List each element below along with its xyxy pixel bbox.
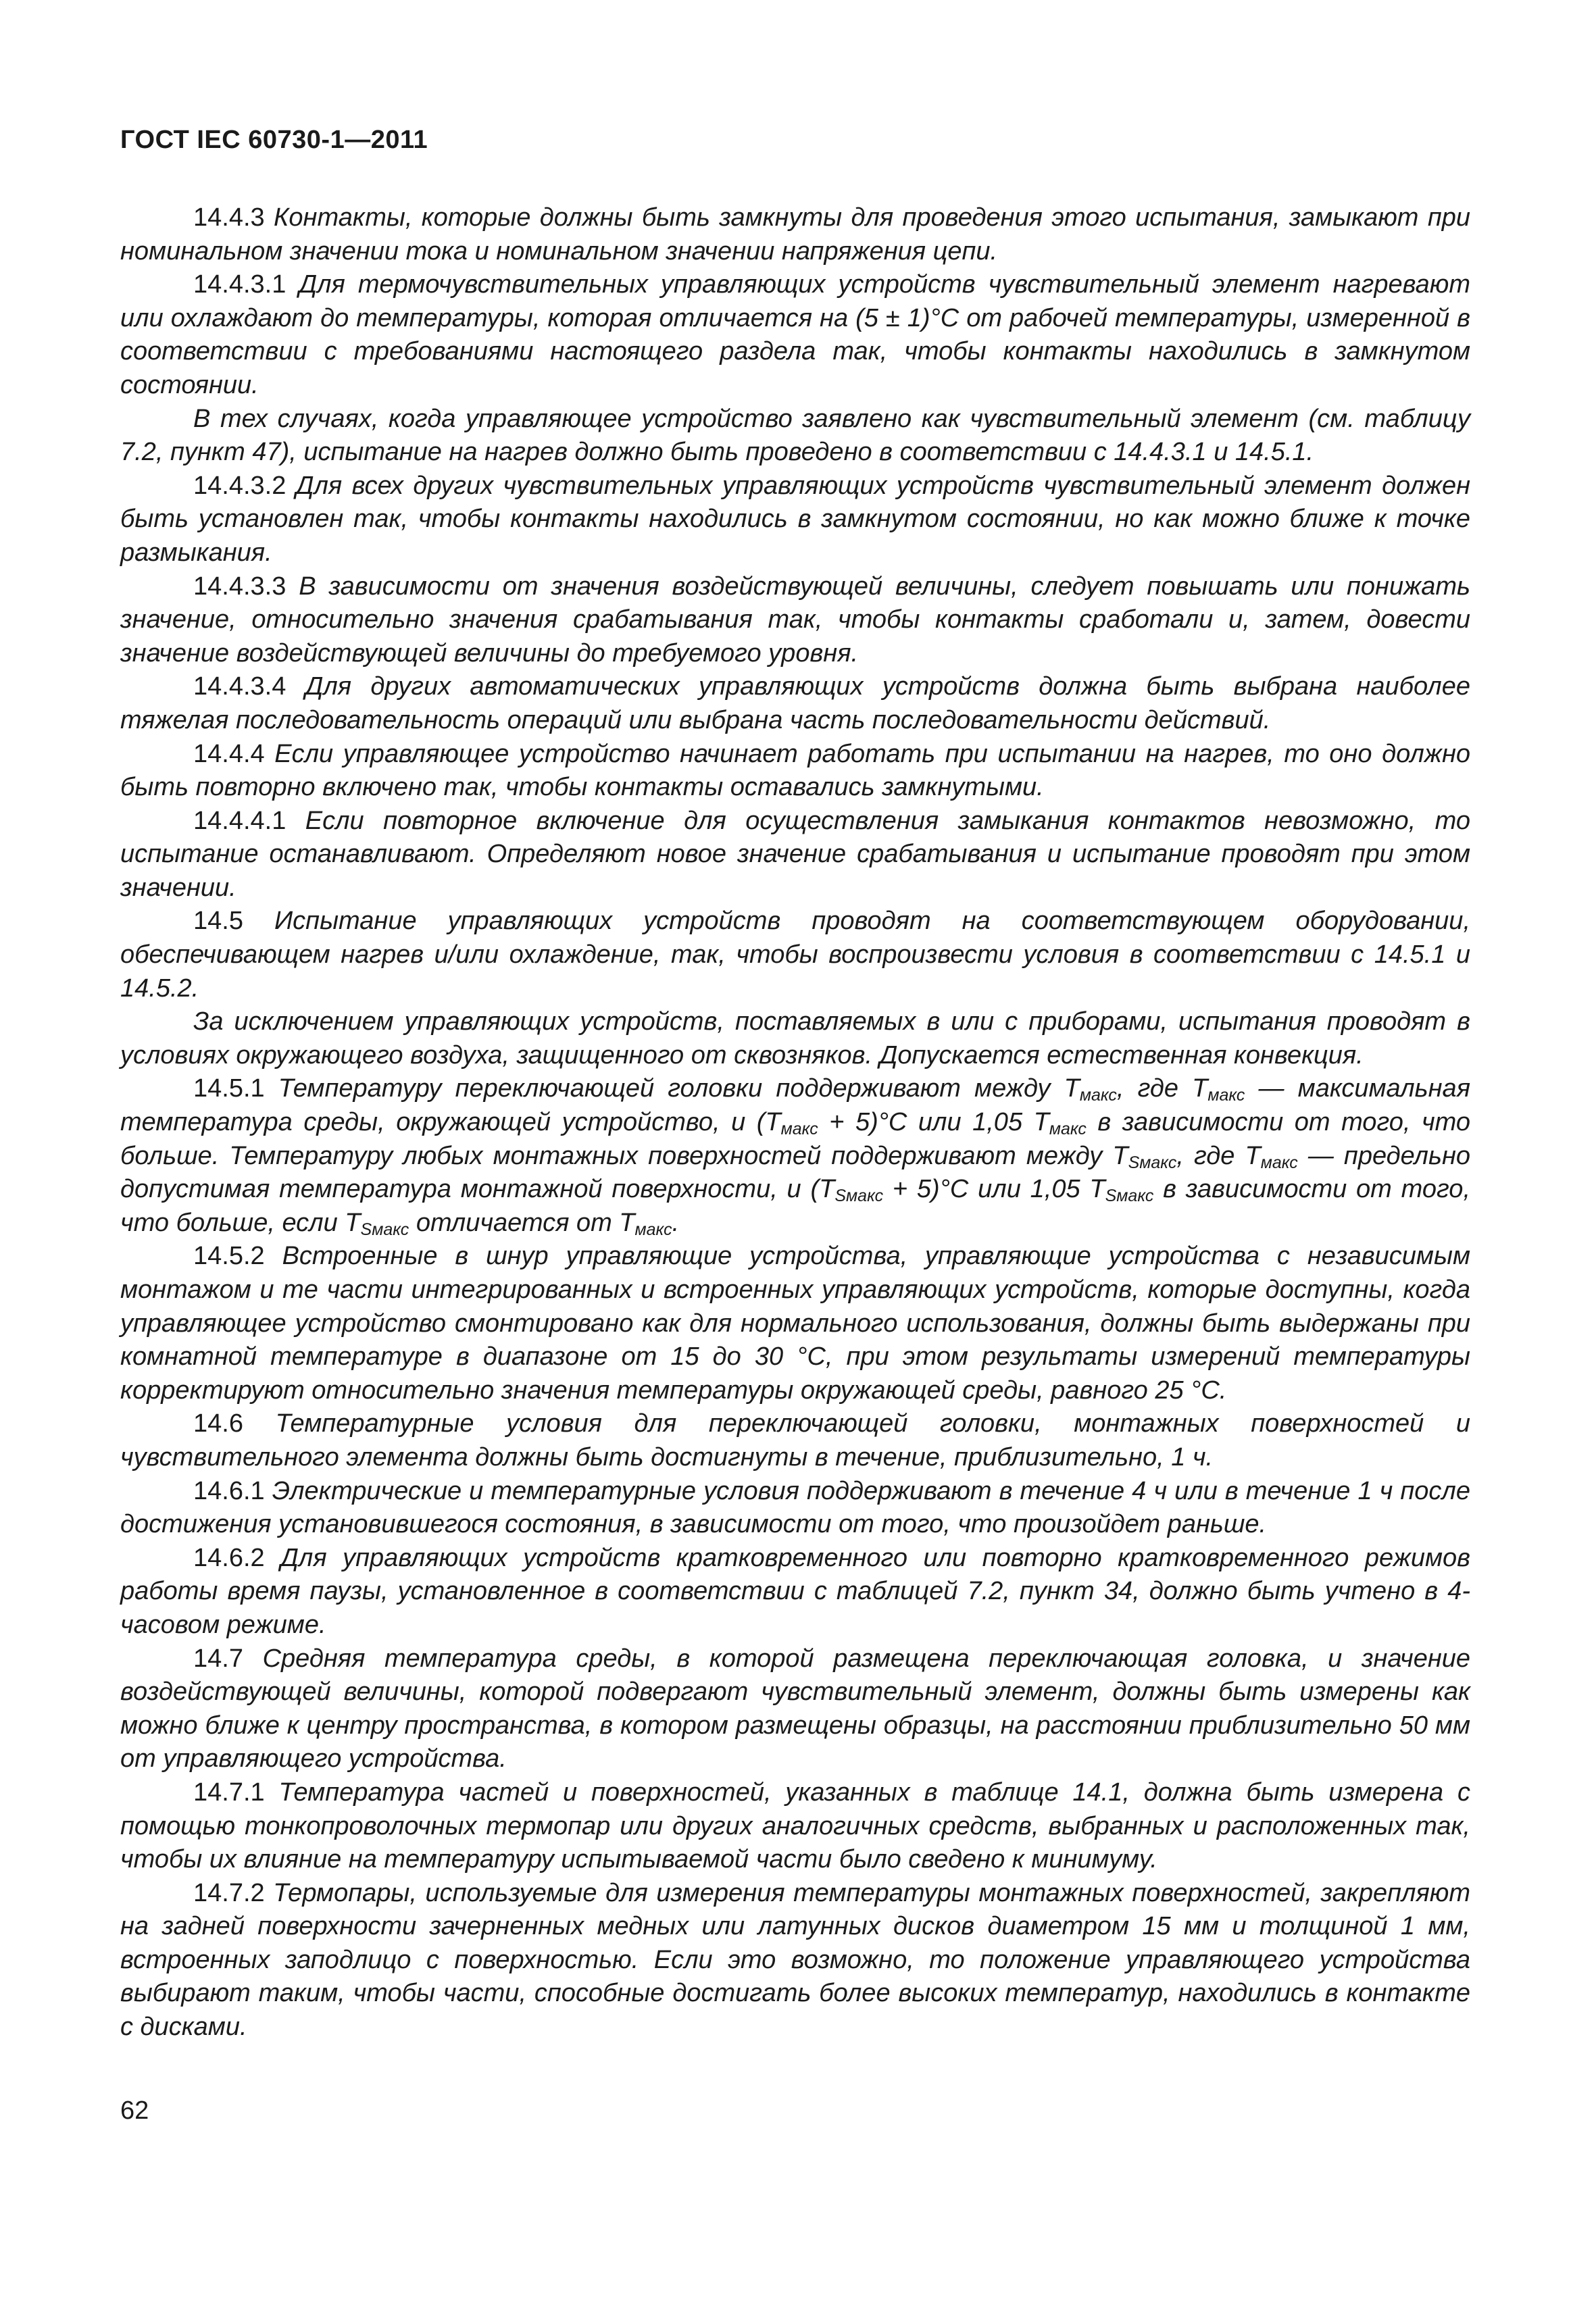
text-run: — максимальная температура среды, окружающей устройство, и (T: [120, 1074, 1470, 1137]
subscript: макс: [1207, 1086, 1245, 1105]
paragraph-14-4-3-1: [120, 268, 1470, 402]
clause-number: 14.5: [193, 907, 243, 936]
text-run: .: [672, 1208, 680, 1237]
paragraph-text: [120, 1074, 1470, 1239]
clause-number: 14.4.3.1: [193, 270, 286, 299]
paragraph-14-4-4: [120, 738, 1470, 805]
clause-number: 14.4.4.1: [193, 806, 286, 835]
paragraph-14-4-3-2: [120, 470, 1470, 570]
paragraph-text: Если повторное включение для осуществления замыкания контактов невозможно, то испытание останавливают. Определяют новое значение срабатывания и испытание проводят при этом значении.: [120, 806, 1470, 902]
paragraph-text: В зависимости от значения воздействующей величины, следует повышать или понижать значение, относительно значения срабатывания так, чтобы контакты сработали и, затем, довести значение воздействующей величины до требуемого уровня.: [120, 572, 1470, 668]
subscript: макс: [1260, 1153, 1298, 1172]
subscript: Sмакс: [1105, 1186, 1154, 1206]
text-run: + 5)°С или 1,05 T: [883, 1175, 1105, 1204]
paragraph-text: Электрические и температурные условия поддерживают в течение 4 ч или в течение 1 ч после достижения установившегося состояния, в зависимости от того, что произойдет раньше.: [120, 1476, 1470, 1539]
paragraph-text: Средняя температура среды, в которой размещена переключающая головка, и значение воздействующей величины, которой подвергают чувствительный элемент, должны быть измерены как можно ближе к центру пространства, в котором размещены образцы, на расстоянии приблизительно 50 мм от управляющего устройства.: [120, 1644, 1471, 1774]
clause-number: 14.5.2: [193, 1242, 265, 1271]
text-run: , где T: [1116, 1074, 1208, 1103]
paragraph-14-7-2: [120, 1877, 1470, 2044]
paragraph-text: Испытание управляющих устройств проводят на соответствующем оборудовании, обеспечивающем нагрев и/или охлаждение, так, чтобы воспроизвести условия в соответствии с 14.5.1 и 14.5.2.: [120, 907, 1470, 1003]
paragraph-text: Встроенные в шнур управляющие устройства, управляющие устройства с независимым монтажом и те части интегрированных и встроенных управляющих устройств, которые доступны, когда управляющее устройство смонтировано как для нормального использования, должны быть выдержаны при комнатной температуре в диапазоне от 15 до 30 °С, при этом результаты измерений температуры корректируют относительно значения температуры окружающей среды, равного 25 °С.: [120, 1242, 1470, 1405]
paragraph-14-4-3-3: [120, 570, 1470, 671]
clause-number: 14.6.1: [193, 1476, 265, 1505]
clause-number: 14.4.3.2: [193, 471, 286, 500]
paragraph-text: Для других автоматических управляющих устройств должна быть выбрана наиболее тяжелая последовательность операций или выбрана часть последовательности действий.: [120, 672, 1470, 734]
subscript: макс: [1049, 1120, 1087, 1139]
paragraph-text: Для всех других чувствительных управляющих устройств чувствительный элемент должен быть установлен так, чтобы контакты находились в замкнутом состоянии, но как можно ближе к точке размыкания.: [120, 471, 1471, 567]
document-body: [120, 201, 1470, 2044]
clause-number: 14.4.3: [193, 203, 265, 232]
paragraph-text: Контакты, которые должны быть замкнуты для проведения этого испытания, замыкают при номинальном значении тока и номинальном значении напряжения цепи.: [120, 203, 1471, 266]
clause-number: 14.7: [193, 1644, 243, 1673]
clause-number: 14.4.4: [193, 739, 265, 768]
paragraph-sensing-element-note: [120, 403, 1470, 470]
text-run: + 5)°С или 1,05 T: [818, 1108, 1049, 1137]
clause-number: 14.7.2: [193, 1878, 265, 1907]
clause-number: 14.4.3.3: [193, 572, 286, 601]
text-run: , где T: [1176, 1141, 1261, 1170]
text-run: в зависимости от того, что больше. Температуру любых монтажных поверхностей поддерживают между T: [120, 1108, 1470, 1170]
text-run: Температуру переключающей головки поддерживают между T: [278, 1074, 1080, 1103]
clause-number: 14.6: [193, 1409, 243, 1438]
clause-number: 14.5.1: [193, 1074, 265, 1103]
text-run: отличается от T: [409, 1208, 635, 1237]
subscript: макс: [634, 1219, 672, 1239]
document-header: ГОСТ IEC 60730-1—2011: [120, 126, 428, 154]
subscript: Sмакс: [360, 1219, 409, 1239]
paragraph-text: В тех случаях, когда управляющее устройство заявлено как чувствительный элемент (см. таблицу 7.2, пункт 47), испытание на нагрев должно быть проведено в соответствии с 14.4.3.1 и 14.5.1.: [120, 404, 1470, 467]
paragraph-text: Температура частей и поверхностей, указанных в таблице 14.1, должна быть измерена с помощью тонкопроволочных термопар или других аналогичных средств, выбранных и расположенных так, чтобы их влияние на температуру испытываемой части было сведено к минимуму.: [120, 1778, 1471, 1874]
paragraph-14-5-2: [120, 1240, 1470, 1407]
clause-number: 14.7.1: [193, 1778, 265, 1807]
clause-number: 14.6.2: [193, 1543, 265, 1572]
paragraph-text: Для термочувствительных управляющих устройств чувствительный элемент нагревают или охлаждают до температуры, которая отличается на (5 ± 1)°С от рабочей температуры, измеренной в соответствии с требованиями настоящего раздела так, чтобы контакты находились в замкнутом состоянии.: [120, 270, 1470, 399]
paragraph-14-7: [120, 1642, 1470, 1776]
paragraph-text: Температурные условия для переключающей головки, монтажных поверхностей и чувствительного элемента должны быть достигнуты в течение, приблизительно, 1 ч.: [120, 1409, 1470, 1472]
paragraph-14-4-3-4: [120, 670, 1470, 737]
paragraph-14-4-3: [120, 201, 1470, 268]
paragraph-14-5-1: [120, 1072, 1470, 1240]
paragraph-text: Термопары, используемые для измерения температуры монтажных поверхностей, закрепляют на задней поверхности зачерненных медных или латунных дисков диаметром 15 мм и толщиной 1 мм, встроенных заподлицо с поверхностью. Если это возможно, то положение управляющего устройства выбирают таким, чтобы части, способные достигать более высоких температур, находились в контакте с дисками.: [120, 1878, 1470, 2042]
text-run: в зависимости от того, что больше, если T: [120, 1175, 1470, 1237]
paragraph-14-6: [120, 1407, 1470, 1474]
paragraph-text: За исключением управляющих устройств, поставляемых в или с приборами, испытания проводят в условиях окружающего воздуха, защищенного от сквозняков. Допускается естественная конвекция.: [120, 1007, 1470, 1070]
subscript: макс: [780, 1120, 818, 1139]
paragraph-text: Если управляющее устройство начинает работать при испытании на нагрев, то оно должно быть повторно включено так, чтобы контакты оставались замкнутыми.: [120, 739, 1470, 802]
paragraph-14-6-1: [120, 1475, 1470, 1542]
subscript: Sмакс: [1128, 1153, 1177, 1172]
subscript: макс: [1079, 1086, 1117, 1105]
page-number: 62: [120, 2096, 149, 2125]
text-run: — предельно допустимая температура монтажной поверхности, и (T: [120, 1141, 1470, 1204]
subscript: Sмакс: [834, 1186, 884, 1206]
paragraph-14-5: [120, 905, 1470, 1005]
paragraph-14-4-4-1: [120, 805, 1470, 905]
paragraph-14-7-1: [120, 1776, 1470, 1877]
paragraph-text: Для управляющих устройств кратковременного или повторно кратковременного режимов работы время паузы, установленное в соответствии с таблицей 7.2, пункт 34, должно быть учтено в 4-часовом режиме.: [120, 1543, 1470, 1639]
paragraph-14-6-2: [120, 1542, 1470, 1642]
clause-number: 14.4.3.4: [193, 672, 286, 701]
paragraph-ambient-air-note: [120, 1005, 1470, 1072]
